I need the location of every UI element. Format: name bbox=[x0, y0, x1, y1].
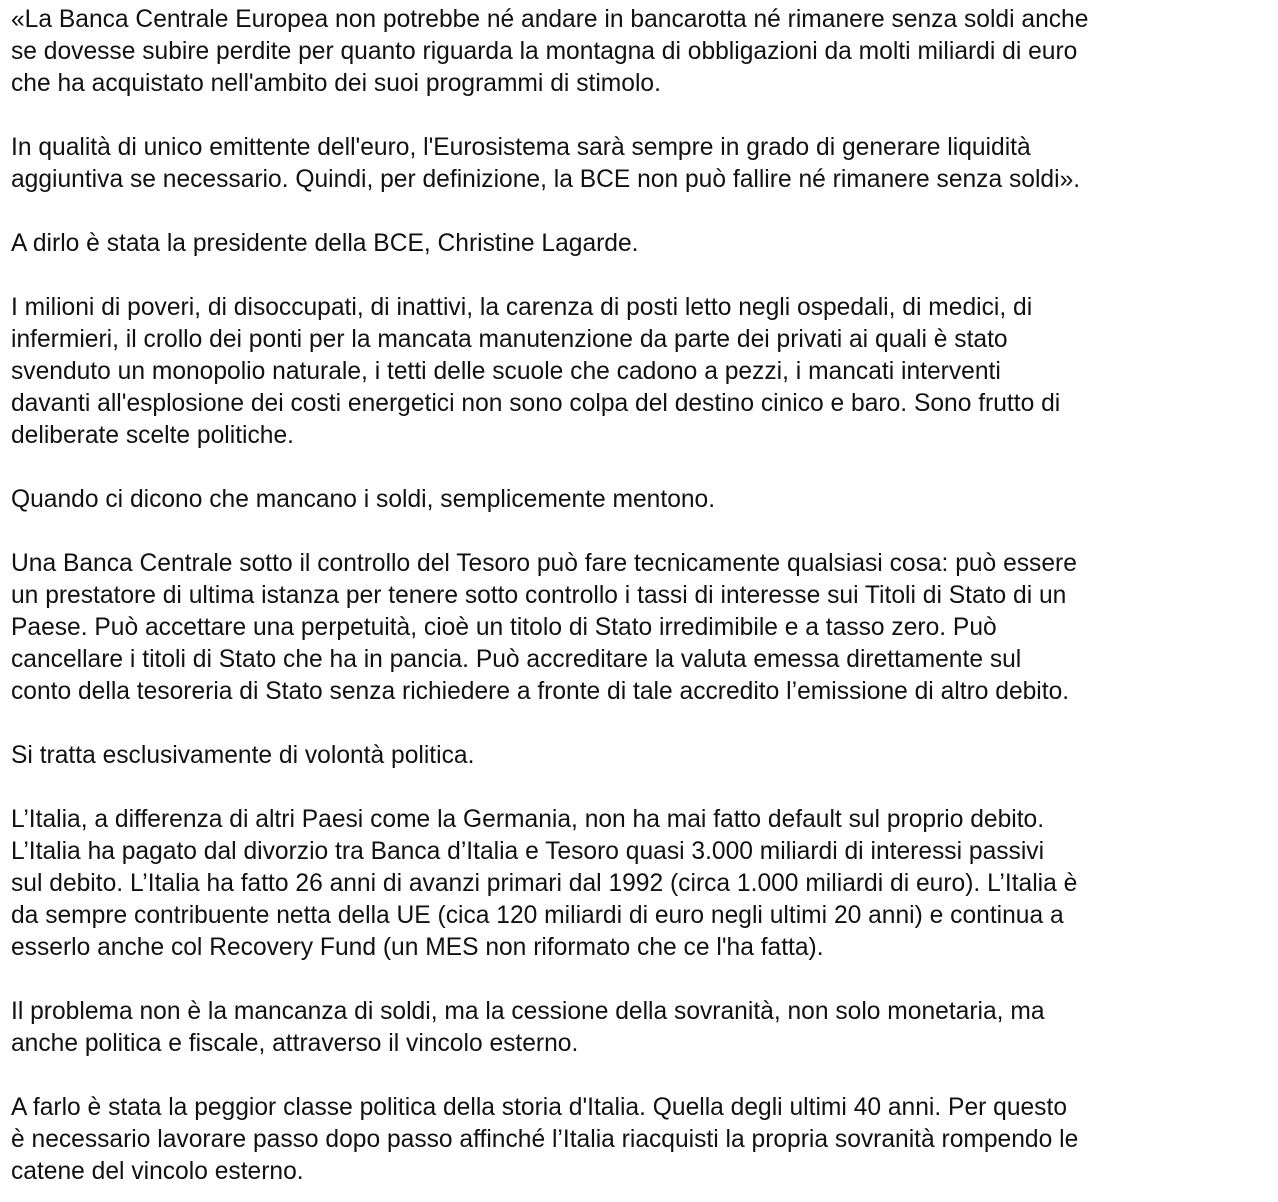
text-line: Quando ci dicono che mancano i soldi, semplicemente mentono. bbox=[11, 486, 716, 513]
text-line: conto della tesoreria di Stato senza richiedere a fronte di tale accredito l’emissione di altro debito. bbox=[11, 678, 1070, 705]
text-line: L’Italia ha pagato dal divorzio tra Banca d’Italia e Tesoro quasi 3.000 miliardi di interessi passivi bbox=[11, 838, 1045, 865]
text-line: sul debito. L’Italia ha fatto 26 anni di avanzi primari dal 1992 (circa 1.000 miliardi di euro). L’Italia è bbox=[11, 870, 1078, 897]
paragraph bbox=[11, 740, 1270, 772]
text-line: A dirlo è stata la presidente della BCE, Christine Lagarde. bbox=[11, 230, 639, 257]
text-line: «La Banca Centrale Europea non potrebbe né andare in bancarotta né rimanere senza soldi anche bbox=[11, 6, 1089, 33]
text-line: esserlo anche col Recovery Fund (un MES non riformato che ce l'ha fatta). bbox=[11, 934, 824, 961]
paragraph-spacer bbox=[11, 452, 1270, 484]
text-line: I milioni di poveri, di disoccupati, di inattivi, la carenza di posti letto negli ospedali, di medici, di bbox=[11, 294, 1033, 321]
paragraph bbox=[11, 132, 1270, 196]
paragraph bbox=[11, 548, 1270, 708]
paragraph-spacer bbox=[11, 708, 1270, 740]
text-line: Il problema non è la mancanza di soldi, ma la cessione della sovranità, non solo monetaria, ma bbox=[11, 998, 1045, 1025]
paragraph bbox=[11, 996, 1270, 1060]
text-line: è necessario lavorare passo dopo passo affinché l’Italia riacquisti la propria sovranità rompendo le bbox=[11, 1126, 1079, 1153]
paragraph-spacer bbox=[11, 964, 1270, 996]
text-line: svenduto un monopolio naturale, i tetti delle scuole che cadono a pezzi, i mancati interventi bbox=[11, 358, 1001, 385]
text-line: se dovesse subire perdite per quanto riguarda la montagna di obbligazioni da molti miliardi di euro bbox=[11, 38, 1078, 65]
text-line: catene del vincolo esterno. bbox=[11, 1158, 304, 1185]
paragraph bbox=[11, 228, 1270, 260]
text-line: L’Italia, a differenza di altri Paesi come la Germania, non ha mai fatto default sul proprio debito. bbox=[11, 806, 1045, 833]
paragraph bbox=[11, 4, 1270, 100]
text-line: deliberate scelte politiche. bbox=[11, 422, 294, 449]
paragraph-spacer bbox=[11, 196, 1270, 228]
paragraph-spacer bbox=[11, 260, 1270, 292]
text-line: In qualità di unico emittente dell'euro, l'Eurosistema sarà sempre in grado di generare liquidità bbox=[11, 134, 1031, 161]
paragraph bbox=[11, 292, 1270, 452]
paragraph-spacer bbox=[11, 772, 1270, 804]
text-line: Paese. Può accettare una perpetuità, cioè un titolo di Stato irredimibile e a tasso zero. Può bbox=[11, 614, 997, 641]
paragraph bbox=[11, 1092, 1270, 1188]
text-line: infermieri, il crollo dei ponti per la mancata manutenzione da parte dei privati ai quali è stato bbox=[11, 326, 1008, 353]
text-line: aggiuntiva se necessario. Quindi, per definizione, la BCE non può fallire né rimanere senza soldi». bbox=[11, 166, 1081, 193]
text-line: A farlo è stata la peggior classe politica della storia d'Italia. Quella degli ultimi 40 anni. Per questo bbox=[11, 1094, 1067, 1121]
text-line: Si tratta esclusivamente di volontà politica. bbox=[11, 742, 475, 769]
text-line: Una Banca Centrale sotto il controllo del Tesoro può fare tecnicamente qualsiasi cosa: può essere bbox=[11, 550, 1077, 577]
paragraph-spacer bbox=[11, 516, 1270, 548]
text-line: da sempre contribuente netta della UE (cica 120 miliardi di euro negli ultimi 20 anni) e continua a bbox=[11, 902, 1064, 929]
text-line: che ha acquistato nell'ambito dei suoi programmi di stimolo. bbox=[11, 70, 661, 97]
text-line: anche politica e fiscale, attraverso il vincolo esterno. bbox=[11, 1030, 579, 1057]
paragraph-spacer bbox=[11, 100, 1270, 132]
text-line: un prestatore di ultima istanza per tenere sotto controllo i tassi di interesse sui Titoli di Stato di un bbox=[11, 582, 1067, 609]
paragraph bbox=[11, 484, 1270, 516]
paragraph bbox=[11, 804, 1270, 964]
text-line: davanti all'esplosione dei costi energetici non sono colpa del destino cinico e baro. Sono frutto di bbox=[11, 390, 1061, 417]
text-line: cancellare i titoli di Stato che ha in pancia. Può accreditare la valuta emessa direttamente sul bbox=[11, 646, 1022, 673]
paragraph-spacer bbox=[11, 1060, 1270, 1092]
